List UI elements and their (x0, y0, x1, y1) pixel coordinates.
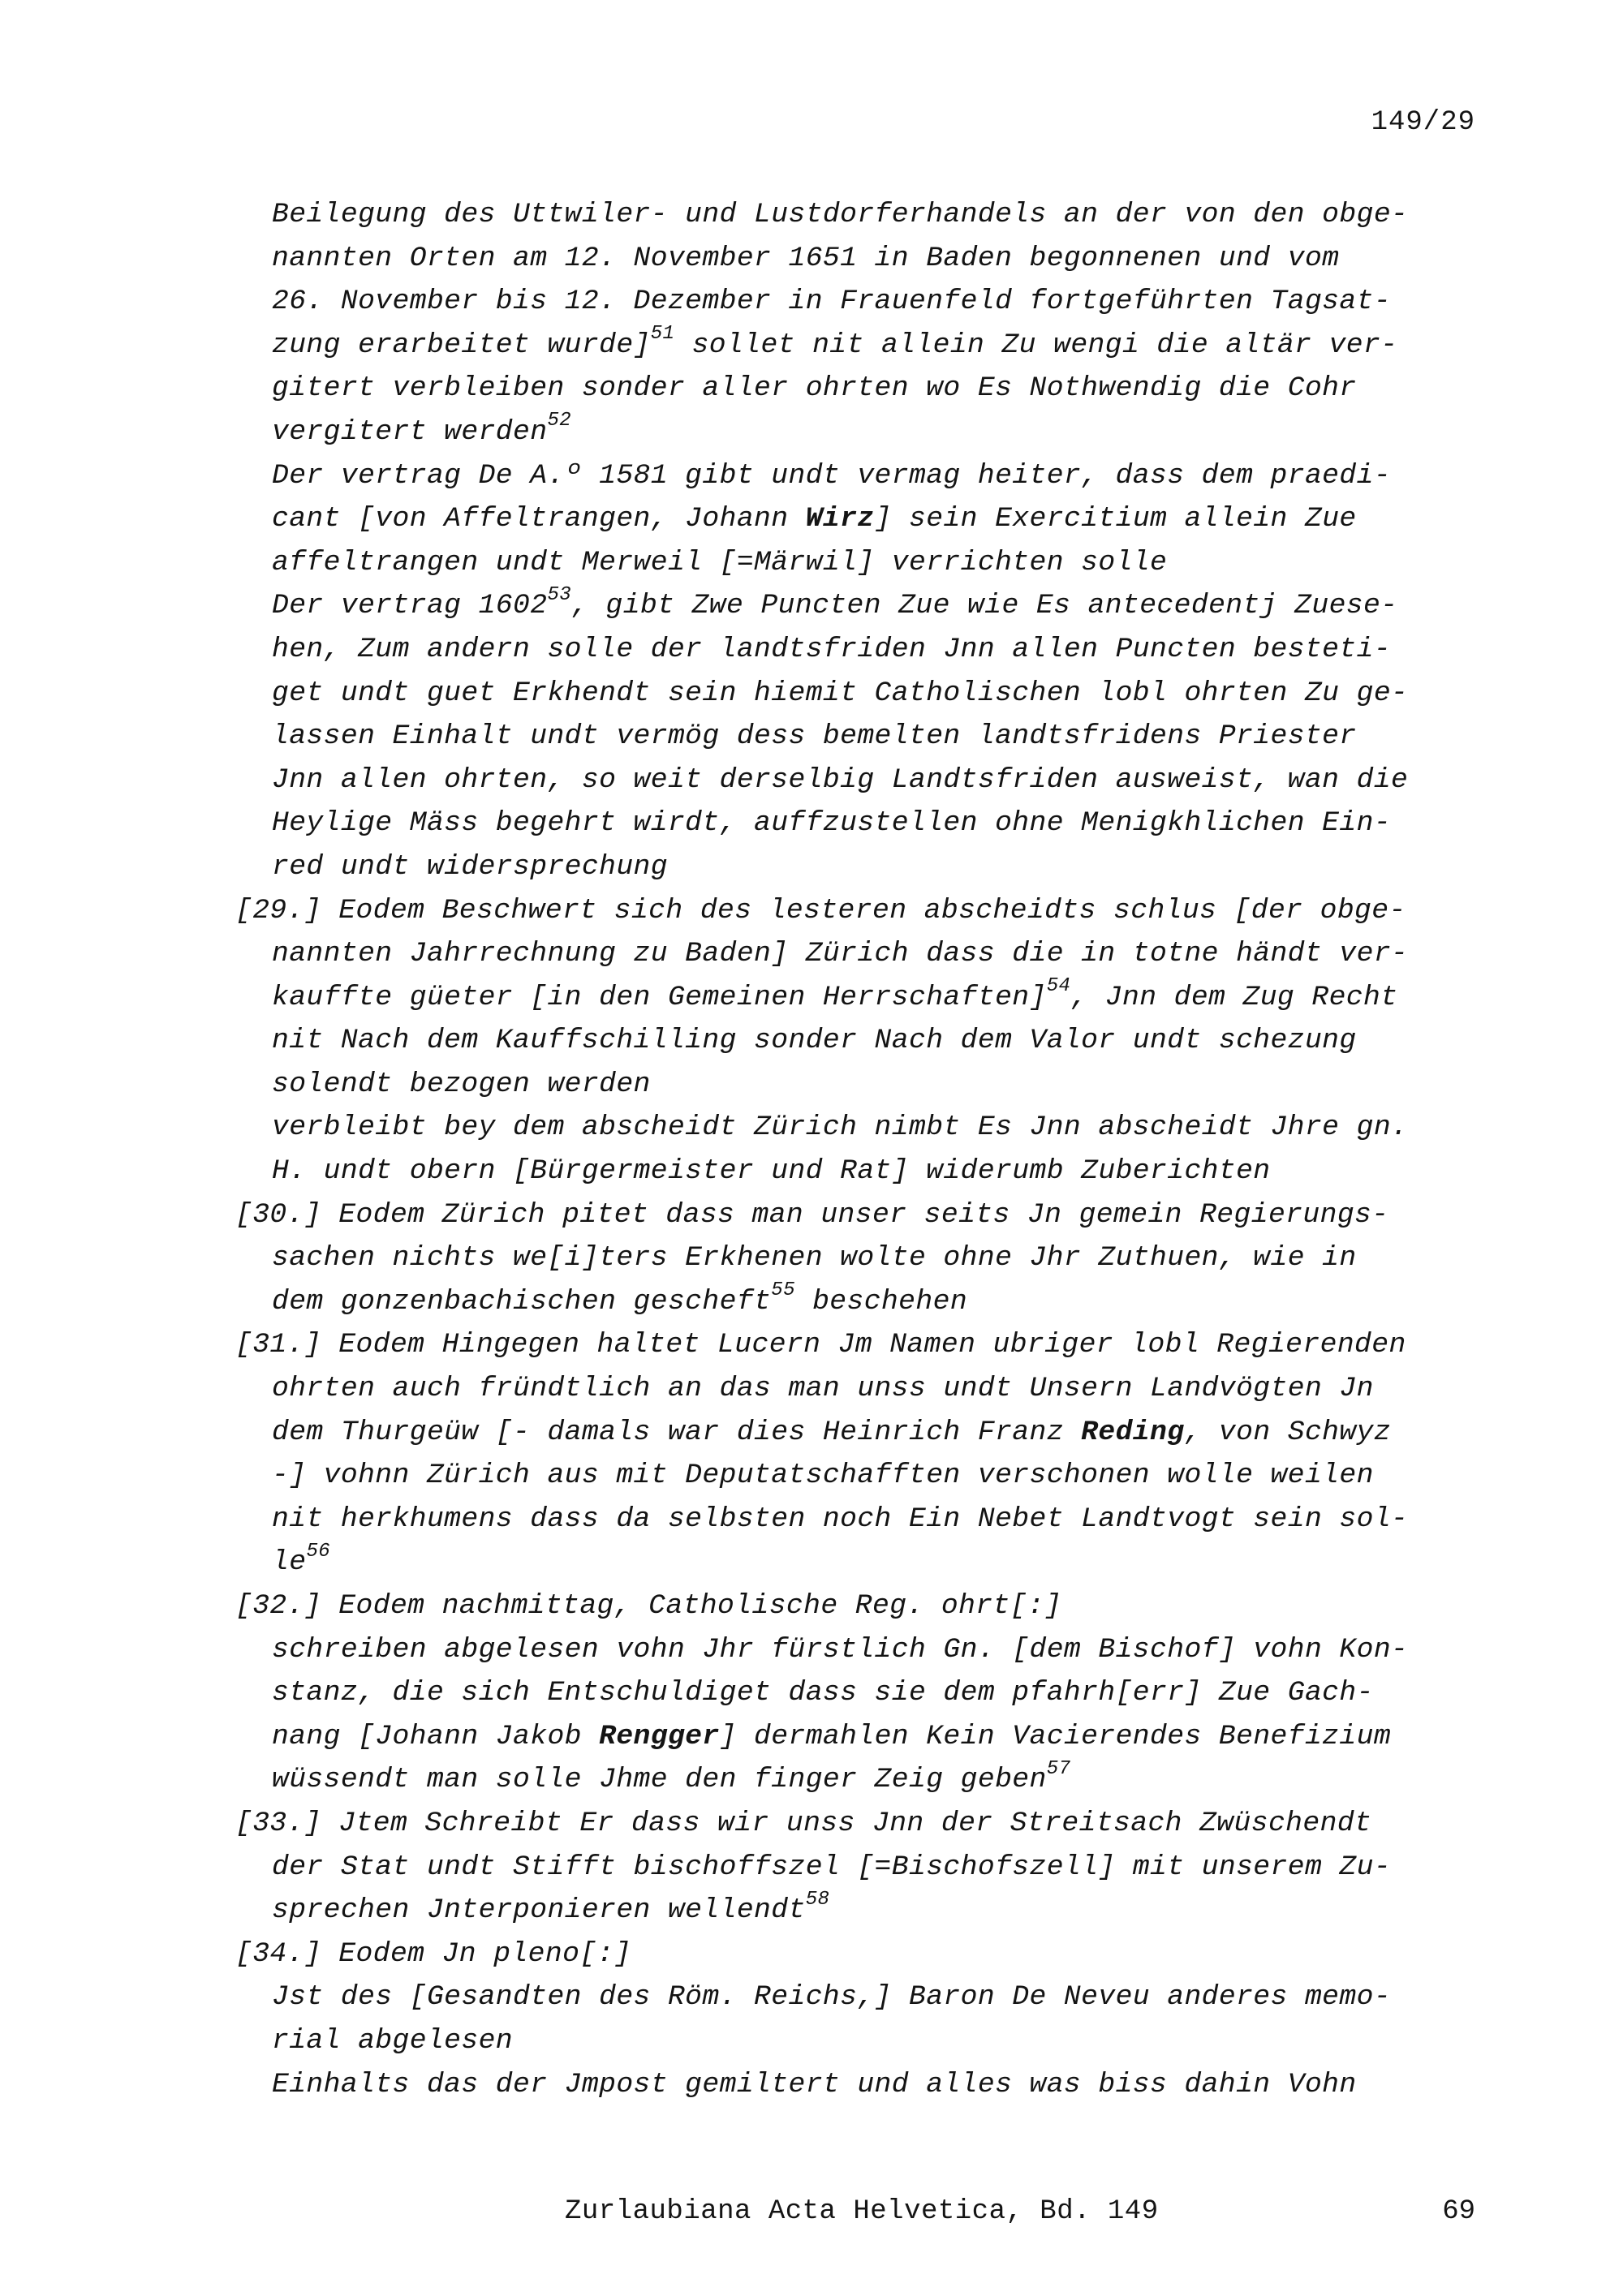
text-line (0, 497, 1623, 541)
text-line (0, 1671, 1623, 1715)
line-text: nang [Johann Jakob (272, 1720, 600, 1752)
text-line (0, 1019, 1623, 1063)
line-text: nannten Orten am 12. November 1651 in Baden begonnenen und vom (272, 242, 1340, 274)
text-line (0, 1454, 1623, 1498)
line-text: stanz, die sich Entschuldiget dass sie dem pfahrh[err] Zue Gach- (272, 1677, 1374, 1709)
entry-start-line (0, 1933, 1623, 1976)
person-name-bold: Wirz (805, 503, 875, 535)
line-text: [33.] Jtem Schreibt Er dass wir unss Jnn der Streitsach Zwüschendt (235, 1807, 1372, 1839)
line-text: kauffte güeter [in den Gemeinen Herrschaften] (272, 981, 1047, 1013)
line-text: verbleibt bey dem abscheidt Zürich nimbt Es Jnn abscheidt Jhre gn. (272, 1111, 1409, 1144)
text-line (0, 1715, 1623, 1759)
line-text: der Stat undt Stifft bischoffszel [=Bischofszell] mit unserem Zu- (272, 1851, 1392, 1883)
text-line (0, 1628, 1623, 1672)
text-line (0, 1889, 1623, 1933)
entry-start-line (0, 1193, 1623, 1237)
line-text: nit herkhumens dass da selbsten noch Ein Nebet Landtvogt sein sol- (272, 1503, 1409, 1535)
footer-title: Zurlaubiana Acta Helvetica, Bd. 149 (565, 2196, 1159, 2227)
line-text: schreiben abgelesen vohn Jhr fürstlich Gn. [dem Bischof] vohn Kon- (272, 1633, 1409, 1666)
text-line (0, 628, 1623, 672)
text-line (0, 715, 1623, 759)
line-text: zung erarbeitet wurde] (272, 329, 651, 361)
text-line (0, 759, 1623, 802)
footnote-ref: 53 (547, 583, 572, 606)
line-text: hen, Zum andern solle der landtsfriden Jnn allen Puncten besteti- (272, 633, 1392, 665)
line-text: nannten Jahrrechnung zu Baden] Zürich dass die in totne händt ver- (272, 938, 1409, 970)
text-line (0, 1498, 1623, 1541)
line-text: [30.] Eodem Zürich pitet dass man unser seits Jn gemein Regierungs- (235, 1198, 1389, 1231)
text-line (0, 672, 1623, 716)
footnote-ref: 54 (1046, 975, 1071, 998)
line-text: affeltrangen undt Merweil [=Märwil] verrichten solle (272, 546, 1168, 578)
line-text: rial abgelesen (272, 2024, 514, 2057)
footer-page-number: 69 (1442, 2196, 1475, 2227)
line-text: dem Thurgeüw [- damals war dies Heinrich Franz (272, 1416, 1082, 1448)
text-line (0, 932, 1623, 976)
text-line (0, 541, 1623, 585)
text-line (0, 367, 1623, 411)
text-line (0, 1541, 1623, 1584)
text-line (0, 237, 1623, 281)
line-text: [34.] Eodem Jn pleno[:] (235, 1937, 631, 1970)
text-line (0, 324, 1623, 368)
text-line (0, 1411, 1623, 1455)
line-text: dem gonzenbachischen gescheft (272, 1285, 772, 1318)
line-text: get undt guet Erkhendt sein hiemit Catholischen lobl ohrten Zu ge- (272, 677, 1409, 709)
line-text: , von Schwyz (1184, 1416, 1392, 1448)
text-line (0, 1367, 1623, 1411)
footnote-ref: 57 (1046, 1757, 1071, 1780)
line-text: sachen nichts we[i]ters Erkhenen wolte ohne Jhr Zuthuen, wie in (272, 1242, 1357, 1275)
footnote-ref: 51 (650, 323, 675, 346)
line-text: , Jnn dem Zug Recht (1070, 981, 1398, 1013)
line-text: [31.] Eodem Hingegen haltet Lucern Jm Namen ubriger lobl Regierenden (235, 1329, 1406, 1361)
line-text: -] vohnn Zürich aus mit Deputatschafften verschonen wolle weilen (272, 1460, 1374, 1492)
text-line (0, 976, 1623, 1020)
entry-start-line (0, 1323, 1623, 1367)
entry-start-line (0, 1802, 1623, 1846)
text-line (0, 1106, 1623, 1150)
line-text: , gibt Zwe Puncten Zue wie Es antecedentj Zuese- (571, 590, 1398, 622)
footnote-ref: 55 (771, 1279, 795, 1302)
text-line (0, 1280, 1623, 1324)
body-text (0, 193, 1623, 2106)
footnote-ref: 56 (306, 1540, 331, 1563)
line-text: Der vertrag 1602 (272, 590, 548, 622)
line-text: beschehen (794, 1285, 968, 1318)
line-text: red undt widersprechung (272, 850, 668, 883)
text-line (0, 845, 1623, 889)
line-text: Beilegung des Uttwiler- und Lustdorferhandels an der von den obge- (272, 199, 1409, 230)
text-line (0, 2063, 1623, 2107)
text-line (0, 802, 1623, 845)
text-line (0, 1063, 1623, 1107)
line-text: [29.] Eodem Beschwert sich des lesteren abscheidts schlus [der obge- (235, 894, 1406, 927)
footnote-ref: 58 (805, 1888, 830, 1911)
line-text: H. undt obern [Bürgermeister und Rat] widerumb Zuberichten (272, 1155, 1271, 1188)
text-line (0, 1236, 1623, 1280)
line-text: Jst des [Gesandten des Röm. Reichs,] Baron De Neveu anderes memo- (272, 1981, 1392, 2014)
line-text: sollet nit allein Zu wengi die altär ver- (674, 329, 1398, 361)
line-text: Einhalts das der Jmpost gemiltert und alles was biss dahin Vohn (272, 2068, 1357, 2100)
line-text: Heylige Mäss begehrt wirdt, auffzustellen ohne Menigkhlichen Ein- (272, 807, 1392, 840)
text-line (0, 193, 1623, 237)
line-text: [32.] Eodem nachmittag, Catholische Reg. ohrt[:] (235, 1590, 1062, 1622)
text-line (0, 454, 1623, 498)
person-name-bold: Rengger (599, 1720, 720, 1752)
line-text: vergitert werden (272, 415, 548, 448)
text-line (0, 1976, 1623, 2019)
line-text: wüssendt man solle Jhme den finger Zeig geben (272, 1764, 1047, 1796)
text-line (0, 584, 1623, 628)
line-text: ohrten auch fründtlich an das man unss undt Unsern Landvögten Jn (272, 1373, 1374, 1405)
line-text: gitert verbleiben sonder aller ohrten wo Es Nothwendig die Cohr (272, 372, 1357, 405)
line-text: Der vertrag De A.º 1581 gibt undt vermag heiter, dass dem praedi- (272, 459, 1392, 492)
footnote-ref: 52 (547, 410, 572, 432)
line-text: solendt bezogen werden (272, 1068, 651, 1100)
entry-start-line (0, 889, 1623, 933)
line-text: le (272, 1546, 307, 1579)
text-line (0, 411, 1623, 454)
text-line (0, 280, 1623, 324)
line-text: ] dermahlen Kein Vacierendes Benefizium (719, 1720, 1392, 1752)
page-header-number: 149/29 (1371, 107, 1475, 138)
line-text: 26. November bis 12. Dezember in Frauenfeld fortgeführten Tagsat- (272, 286, 1392, 318)
text-line (0, 1846, 1623, 1890)
person-name-bold: Reding (1081, 1416, 1185, 1448)
text-line (0, 1758, 1623, 1802)
entry-start-line (0, 1584, 1623, 1628)
line-text: Jnn allen ohrten, so weit derselbig Landtsfriden ausweist, wan die (272, 763, 1409, 796)
text-line (0, 1150, 1623, 1193)
line-text: sprechen Jnterponieren wellendt (272, 1894, 806, 1927)
line-text: cant [von Affeltrangen, Johann (272, 503, 806, 535)
line-text: ] sein Exercitium allein Zue (874, 503, 1357, 535)
text-line (0, 2019, 1623, 2063)
line-text: lassen Einhalt undt vermög dess bemelten landtsfridens Priester (272, 720, 1357, 753)
line-text: nit Nach dem Kauffschilling sonder Nach dem Valor undt schezung (272, 1025, 1357, 1057)
